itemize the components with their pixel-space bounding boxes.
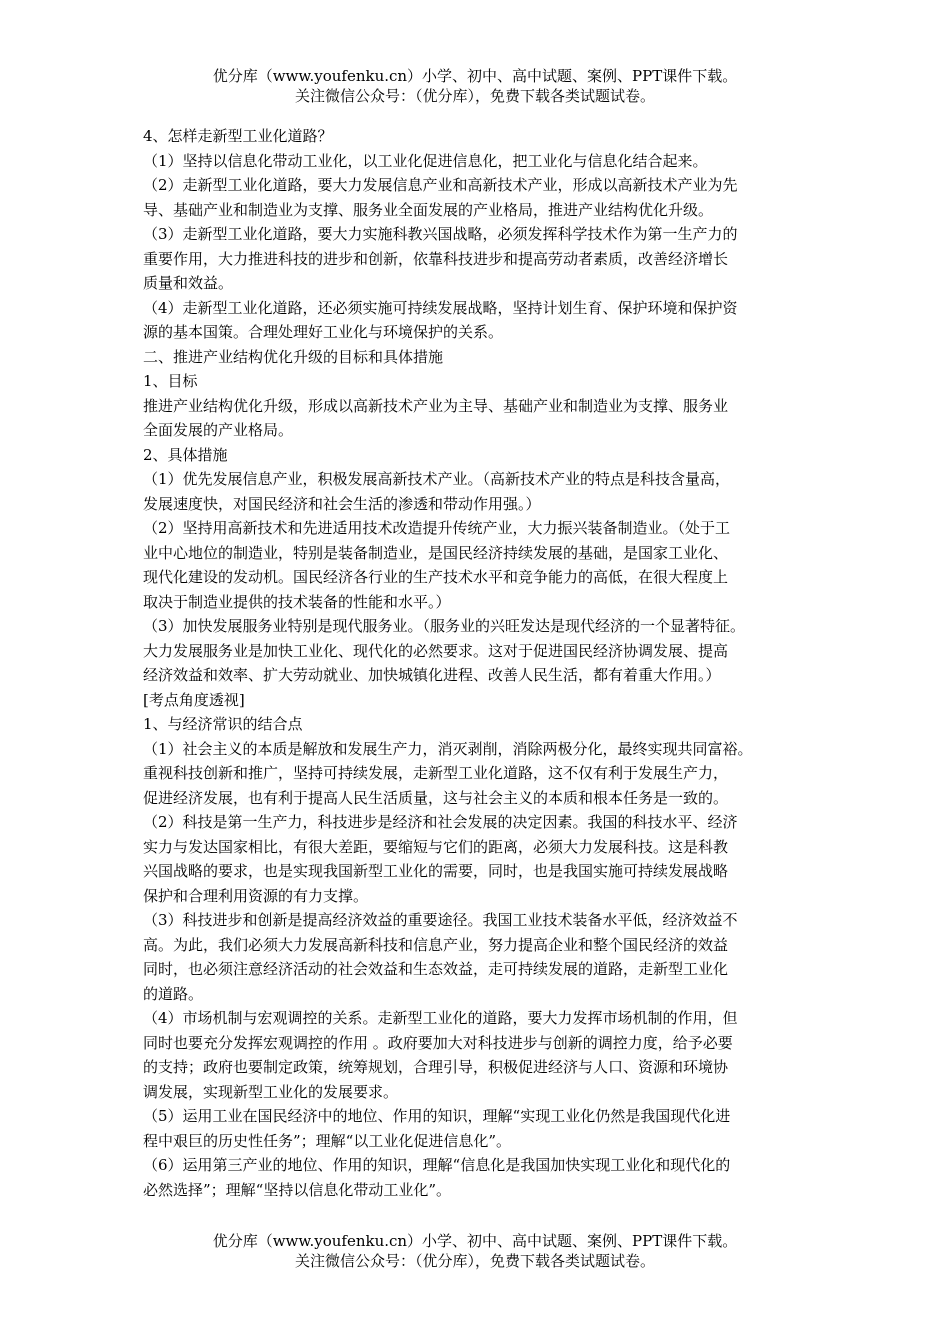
text-line: 4、怎样走新型工业化道路？ (143, 127, 333, 145)
text-line: 导、基础产业和制造业为支撑、服务业全面发展的产业格局，推进产业结构优化升级。 (143, 200, 714, 219)
text-line: 经济效益和效率、扩大劳动就业、加快城镇化进程、改善人民生活，都有着重大作用。） (143, 666, 721, 684)
text-line: 必然选择”；理解“坚持以信息化带动工业化”。 (143, 1180, 452, 1199)
text-line: 全面发展的产业格局。 (143, 421, 294, 439)
text-line: （4）走新型工业化道路，还必须实施可持续发展战略，坚持计划生育、保护环境和保护资 (143, 298, 738, 317)
text-line: 高。为此，我们必须大力发展高新科技和信息产业，努力提高企业和整个国民经济的效益 (143, 935, 729, 954)
text-line: 业中心地位的制造业，特别是装备制造业，是国民经济持续发展的基础，是国家工业化、 (143, 543, 729, 562)
text-line: 实力与发达国家相比，有很大差距，要缩短与它们的距离，必须大力发展科技。这是科教 (143, 837, 729, 856)
text-line: 现代化建设的发动机。国民经济各行业的生产技术水平和竞争能力的高低，在很大程度上 (143, 568, 729, 586)
text-line: 质量和效益。 (143, 274, 234, 292)
page-footer (0, 1231, 950, 1271)
text-line: （1）坚持以信息化带动工业化，以工业化促进信息化，把工业化与信息化结合起来。 (143, 151, 708, 170)
text-line: 2、具体措施 (143, 445, 228, 464)
text-line: 保护和合理利用资源的有力支撑。 (143, 886, 369, 905)
text-line: （6）运用第三产业的地位、作用的知识，理解“信息化是我国加快实现工业化和现代化的 (143, 1156, 731, 1174)
text-line: （2）科技是第一生产力，科技进步是经济和社会发展的决定因素。我国的科技水平、经济 (143, 813, 738, 831)
text-line: 二、推进产业结构优化升级的目标和具体措施 (143, 347, 444, 366)
text-line: （3）科技进步和创新是提高经济效益的重要途径。我国工业技术装备水平低，经济效益不 (143, 911, 738, 929)
text-line: 的道路。 (143, 984, 204, 1003)
text-line: 源的基本国策。合理处理好工业化与环境保护的关系。 (143, 323, 504, 341)
header-line-2: 关注微信公众号：（优分库），免费下载各类试题试卷。 (294, 87, 655, 105)
text-line: 兴国战略的要求，也是实现我国新型工业化的需要，同时，也是我国实施可持续发展战略 (143, 862, 729, 880)
text-line: （2）坚持用高新技术和先进适用技术改造提升传统产业，大力振兴装备制造业。（处于工 (143, 519, 731, 537)
text-line: （2）走新型工业化道路，要大力发展信息产业和高新技术产业，形成以高新技术产业为先 (143, 176, 738, 194)
text-line: 1、与经济常识的结合点 (143, 715, 303, 733)
text-line: （4）市场机制与宏观调控的关系。走新型工业化的道路，要大力发挥市场机制的作用，但 (143, 1009, 738, 1027)
footer-line-1: 优分库（www.youfenku.cn）小学、初中、高中试题、案例、PPT课件下载。 (212, 1232, 738, 1250)
text-line: 取决于制造业提供的技术装备的性能和水平。） (143, 592, 451, 611)
document-body (143, 124, 811, 1202)
text-line: 调发展，实现新型工业化的发展要求。 (143, 1082, 399, 1101)
text-line: 程中艰巨的历史性任务”；理解“以工业化促进信息化”。 (143, 1131, 512, 1150)
text-line: 的支持；政府也要制定政策，统筹规划，合理引导，积极促进经济与人口、资源和环境协 (143, 1058, 729, 1076)
text-line: （1）社会主义的本质是解放和发展生产力，消灭剥削，消除两极分化，最终实现共同富裕。 (143, 739, 753, 758)
text-line: 同时，也必须注意经济活动的社会效益和生态效益，走可持续发展的道路，走新型工业化 (143, 960, 729, 978)
text-line: [考点角度透视] (143, 690, 245, 709)
text-line: 同时也要充分发挥宏观调控的作用 。政府要加大对科技进步与创新的调控力度，给予必要 (143, 1033, 733, 1052)
text-line: 促进经济发展，也有利于提高人民生活质量，这与社会主义的本质和根本任务是一致的。 (143, 788, 729, 807)
text-line: 发展速度快，对国民经济和社会生活的渗透和带动作用强。） (143, 494, 541, 513)
text-line: 重视科技创新和推广，坚持可持续发展，走新型工业化道路，这不仅有利于发展生产力， (143, 764, 729, 782)
header-line-1: 优分库（www.youfenku.cn）小学、初中、高中试题、案例、PPT课件下载。 (212, 67, 738, 85)
text-line: 推进产业结构优化升级，形成以高新技术产业为主导、基础产业和制造业为支撑、服务业 (143, 396, 729, 415)
text-line: 1、目标 (143, 372, 198, 390)
text-line: 重要作用，大力推进科技的进步和创新，依靠科技进步和提高劳动者素质，改善经济增长 (143, 249, 729, 268)
text-line: （1）优先发展信息产业，积极发展高新技术产业。（高新技术产业的特点是科技含量高， (143, 470, 731, 488)
text-line: （3）走新型工业化道路，要大力实施科教兴国战略，必须发挥科学技术作为第一生产力的 (143, 225, 738, 243)
page-header (0, 66, 950, 106)
footer-line-2: 关注微信公众号：（优分库），免费下载各类试题试卷。 (294, 1252, 655, 1270)
text-line: （5）运用工业在国民经济中的地位、作用的知识，理解“实现工业化仍然是我国现代化进 (143, 1107, 731, 1125)
text-line: 大力发展服务业是加快工业化、现代化的必然要求。这对于促进国民经济协调发展、提高 (143, 641, 729, 660)
text-line: （3）加快发展服务业特别是现代服务业。（服务业的兴旺发达是现代经济的一个显著特征。 (143, 617, 746, 635)
